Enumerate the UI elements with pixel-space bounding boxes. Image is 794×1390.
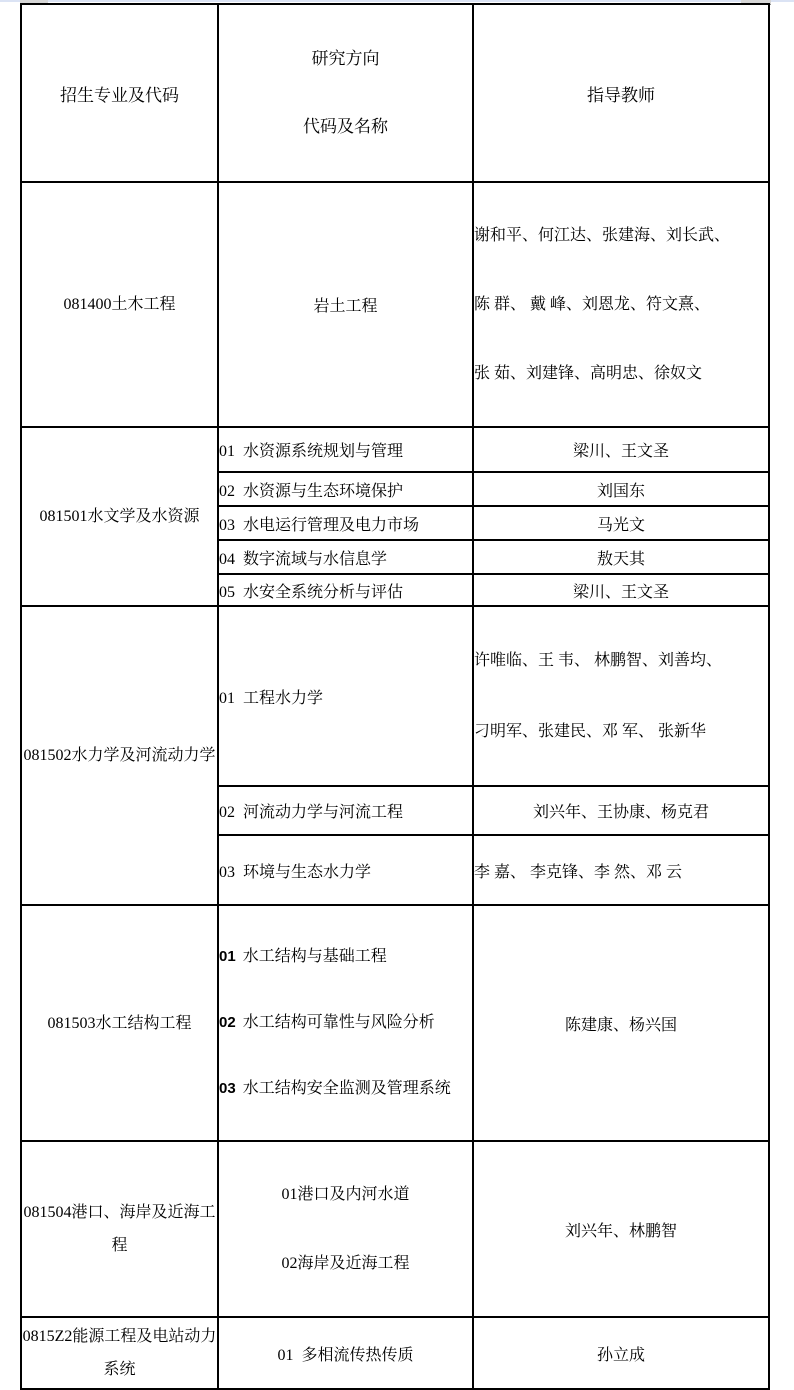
advisor-line: 谢和平、何江达、张建海、刘长武、 bbox=[474, 227, 731, 244]
advisor-line: 张 茹、刘建锋、高明忠、徐奴文 bbox=[474, 365, 703, 382]
major-cell-081504: 081504港口、海岸及近海工程 bbox=[21, 1141, 218, 1317]
direction-cell-081501-02: 02 水资源与生态环境保护 bbox=[218, 472, 473, 506]
header-major: 招生专业及代码 bbox=[21, 4, 218, 182]
row-081400 bbox=[21, 182, 769, 427]
row-081501-01 bbox=[21, 427, 769, 472]
major-cell-081501: 081501水文学及水资源 bbox=[21, 427, 218, 606]
advisors-cell-081501-03: 马光文 bbox=[473, 506, 769, 540]
direction-item bbox=[219, 1074, 472, 1104]
direction-cell-081504 bbox=[218, 1141, 473, 1317]
row-081504 bbox=[21, 1141, 769, 1317]
advisor-line: 陈 群、 戴 峰、刘恩龙、符文熹、 bbox=[474, 296, 711, 313]
header-row bbox=[21, 4, 769, 182]
header-direction-line: 研究方向 bbox=[311, 49, 380, 68]
advisors-cell-081501-01: 梁川、王文圣 bbox=[473, 427, 769, 472]
direction-line: 02海岸及近海工程 bbox=[281, 1255, 410, 1272]
advisors-cell-081400 bbox=[473, 182, 769, 427]
advisors-cell-081502-03: 李 嘉、 李克锋、李 然、邓 云 bbox=[473, 835, 769, 905]
advisors-cell-081501-05: 梁川、王文圣 bbox=[473, 574, 769, 606]
top-strip-artifact bbox=[0, 0, 794, 2]
advisors-cell-081501-04: 敖天其 bbox=[473, 540, 769, 574]
advisor-line: 刁明军、张建民、邓 军、 张新华 bbox=[474, 723, 707, 740]
header-direction bbox=[218, 4, 473, 182]
advisors-cell-081502-02: 刘兴年、王协康、杨克君 bbox=[473, 786, 769, 835]
direction-cell-081503 bbox=[218, 905, 473, 1141]
direction-cell-081502-01: 01 工程水力学 bbox=[218, 606, 473, 786]
advisors-cell-0815Z2: 孙立成 bbox=[473, 1317, 769, 1389]
direction-item-text: 水工结构可靠性与风险分析 bbox=[242, 1014, 435, 1031]
advisors-cell-081504: 刘兴年、林鹏智 bbox=[473, 1141, 769, 1317]
advisors-cell-081501-02: 刘国东 bbox=[473, 472, 769, 506]
direction-item-number: 02 bbox=[219, 1014, 236, 1031]
direction-cell-081502-02: 02 河流动力学与河流工程 bbox=[218, 786, 473, 835]
header-direction-line: 代码及名称 bbox=[303, 117, 388, 136]
direction-item-text: 水工结构安全监测及管理系统 bbox=[242, 1080, 451, 1097]
row-081503 bbox=[21, 905, 769, 1141]
major-cell-081503: 081503水工结构工程 bbox=[21, 905, 218, 1141]
direction-cell-081400: 岩土工程 bbox=[218, 182, 473, 427]
direction-cell-081502-03: 03 环境与生态水力学 bbox=[218, 835, 473, 905]
row-081502-01 bbox=[21, 606, 769, 786]
direction-item-number: 03 bbox=[219, 1080, 236, 1097]
direction-cell-081501-05: 05 水安全系统分析与评估 bbox=[218, 574, 473, 606]
direction-line: 01港口及内河水道 bbox=[281, 1186, 410, 1203]
direction-item bbox=[219, 942, 472, 972]
advisor-line: 许唯临、王 韦、 林鹏智、刘善均、 bbox=[474, 652, 723, 669]
direction-cell-0815Z2: 01 多相流传热传质 bbox=[218, 1317, 473, 1389]
direction-cell-081501-04: 04 数字流域与水信息学 bbox=[218, 540, 473, 574]
row-0815Z2 bbox=[21, 1317, 769, 1389]
direction-item-number: 01 bbox=[219, 948, 236, 965]
admissions-table bbox=[20, 3, 770, 1390]
header-advisors: 指导教师 bbox=[473, 4, 769, 182]
advisors-cell-081503: 陈建康、杨兴国 bbox=[473, 905, 769, 1141]
major-cell-081502: 081502水力学及河流动力学 bbox=[21, 606, 218, 905]
advisors-cell-081502-01 bbox=[473, 606, 769, 786]
major-cell-0815Z2: 0815Z2能源工程及电站动力系统 bbox=[21, 1317, 218, 1389]
direction-cell-081501-03: 03 水电运行管理及电力市场 bbox=[218, 506, 473, 540]
major-cell-081400: 081400土木工程 bbox=[21, 182, 218, 427]
direction-cell-081501-01: 01 水资源系统规划与管理 bbox=[218, 427, 473, 472]
direction-item-text: 水工结构与基础工程 bbox=[242, 948, 387, 965]
direction-item bbox=[219, 1008, 472, 1038]
